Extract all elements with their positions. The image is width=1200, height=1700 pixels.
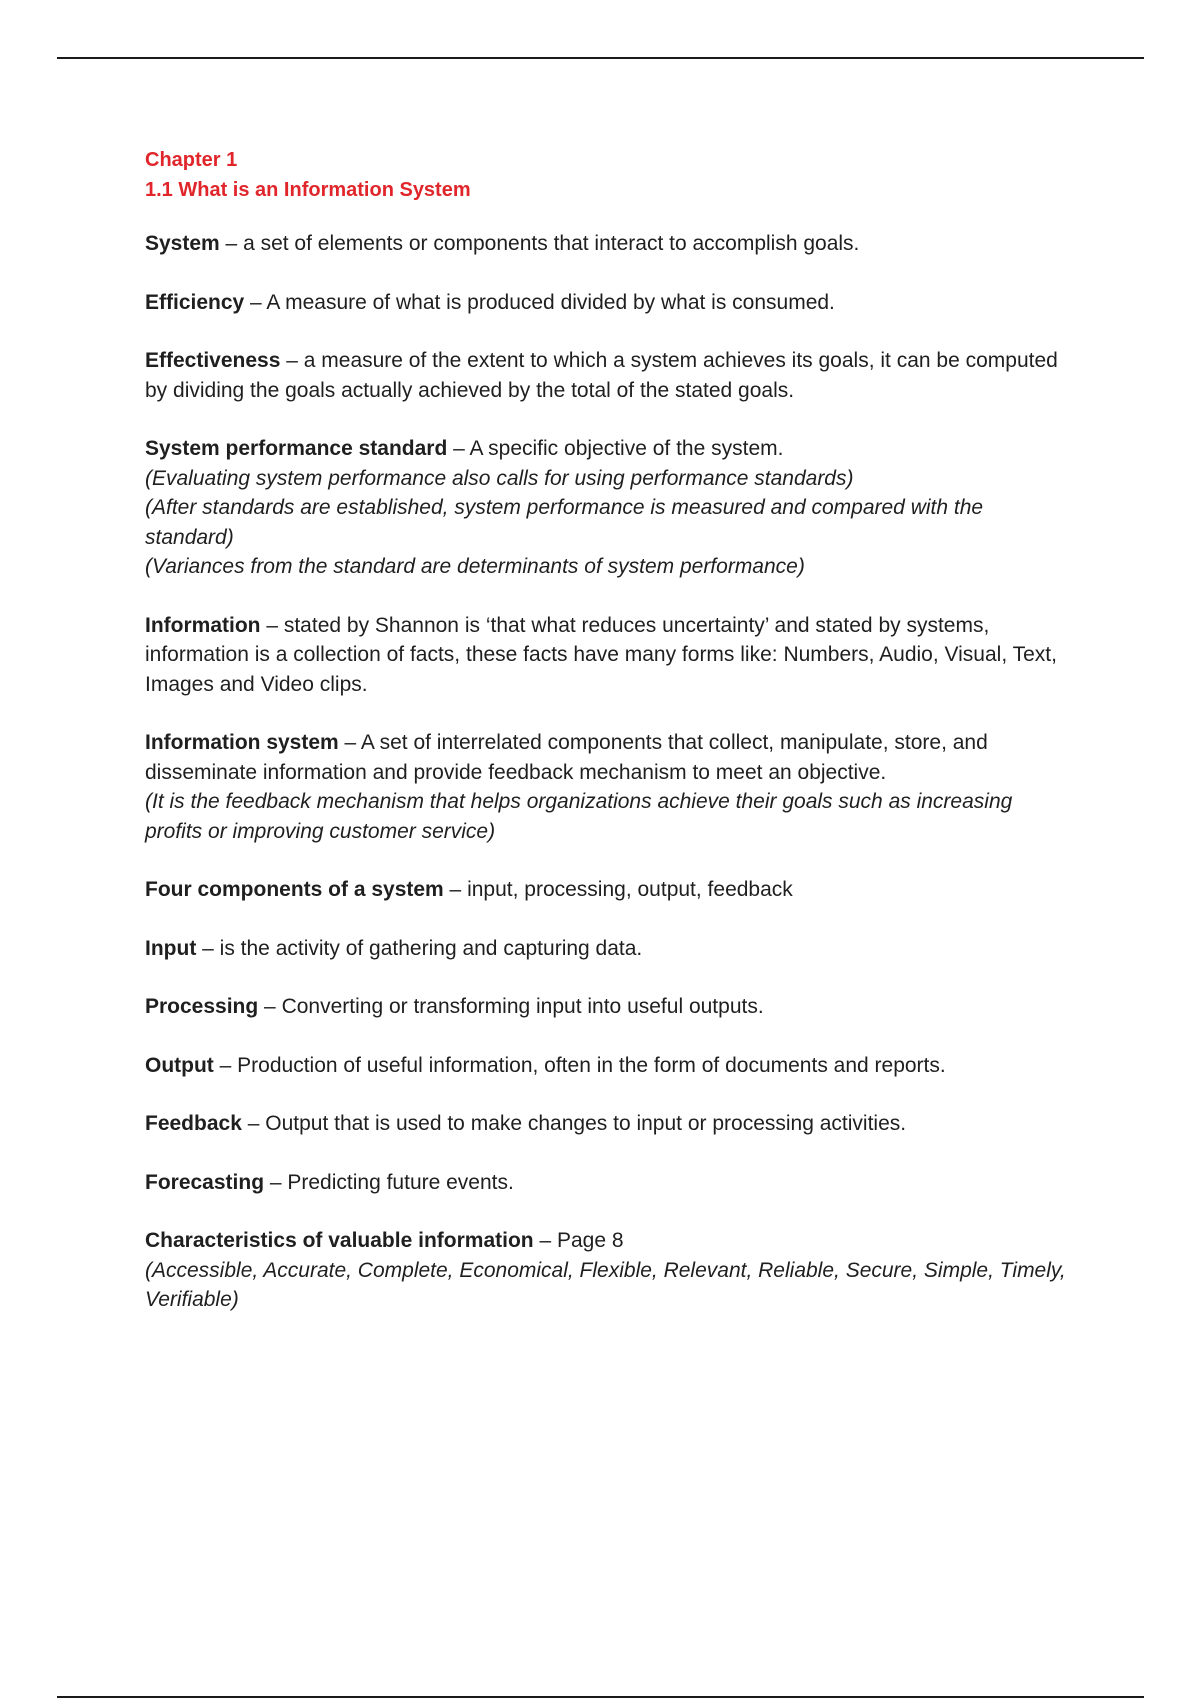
term: Information system — [145, 731, 339, 754]
term: Efficiency — [145, 290, 245, 314]
definition-entry — [145, 1051, 1070, 1081]
definition-text: – Predicting future events. — [264, 1170, 514, 1194]
definition-entry — [145, 288, 1070, 318]
term: Forecasting — [145, 1170, 265, 1194]
footer-rule — [57, 1696, 1144, 1698]
term: Input — [145, 936, 197, 960]
term: Characteristics of valuable information — [145, 1229, 534, 1252]
term: System performance standard — [145, 437, 448, 460]
italic-note: (Evaluating system performance also calls for using performance standards) — [145, 466, 854, 490]
definition-text: – a set of elements or components that interact to accomplish goals. — [219, 232, 860, 255]
definition-entry — [145, 1168, 1070, 1198]
definition-entry — [145, 728, 1070, 846]
definition-entry — [145, 434, 1070, 582]
header-rule — [57, 57, 1144, 59]
italic-note: (Accessible, Accurate, Complete, Economical, Flexible, Relevant, Reliable, Secure, Simple, Timely, Verifiable) — [145, 1258, 1066, 1311]
definition-text: – stated by Shannon is ‘that what reduces uncertainty’ and stated by systems, information is a collection of facts, these facts have many forms like: Numbers, Audio, Visual, Text, Images and Video clips. — [145, 613, 1057, 696]
term: System — [145, 232, 220, 255]
definition-text: – Output that is used to make changes to input or processing activities. — [241, 1112, 907, 1135]
section-title: 1.1 What is an Information System — [145, 179, 471, 201]
definition-text: – A measure of what is produced divided by what is consumed. — [244, 290, 835, 314]
definition-text: – A specific objective of the system. — [447, 437, 784, 460]
term: Effectiveness — [145, 349, 281, 372]
definition-entry — [145, 1109, 1070, 1139]
definition-text: – Production of useful information, often in the form of documents and reports. — [213, 1053, 946, 1077]
term: Processing — [145, 995, 259, 1018]
definition-entry — [145, 934, 1070, 964]
definition-entry — [145, 611, 1070, 700]
definition-text: – Converting or transforming input into useful outputs. — [258, 995, 764, 1018]
chapter-title: Chapter 1 — [145, 149, 238, 171]
definition-entry — [145, 992, 1070, 1022]
definitions-list — [145, 229, 1070, 1315]
italic-note: (After standards are established, system performance is measured and compared with the standard) — [145, 496, 984, 549]
definition-text: – A set of interrelated components that collect, manipulate, store, and disseminate information and provide feedback mechanism to meet an objective. — [145, 731, 988, 784]
document-body — [145, 145, 1070, 1344]
definition-text: – input, processing, output, feedback — [443, 878, 793, 901]
definition-entry — [145, 1226, 1070, 1315]
definition-text: – a measure of the extent to which a system achieves its goals, it can be computed by dividing the goals actually achieved by the total of the stated goals. — [145, 349, 1058, 402]
italic-note: (It is the feedback mechanism that helps organizations achieve their goals such as increasing profits or improving customer service) — [145, 790, 1013, 843]
definition-text: – Page 8 — [533, 1229, 624, 1252]
term: Four components of a system — [145, 878, 444, 901]
definition-entry — [145, 875, 1070, 905]
term: Output — [145, 1053, 214, 1077]
term: Feedback — [145, 1112, 242, 1135]
definition-text: – is the activity of gathering and capturing data. — [196, 936, 643, 960]
definition-entry — [145, 229, 1070, 259]
definition-entry — [145, 346, 1070, 405]
term: Information — [145, 613, 261, 637]
italic-note: (Variances from the standard are determinants of system performance) — [145, 555, 805, 578]
